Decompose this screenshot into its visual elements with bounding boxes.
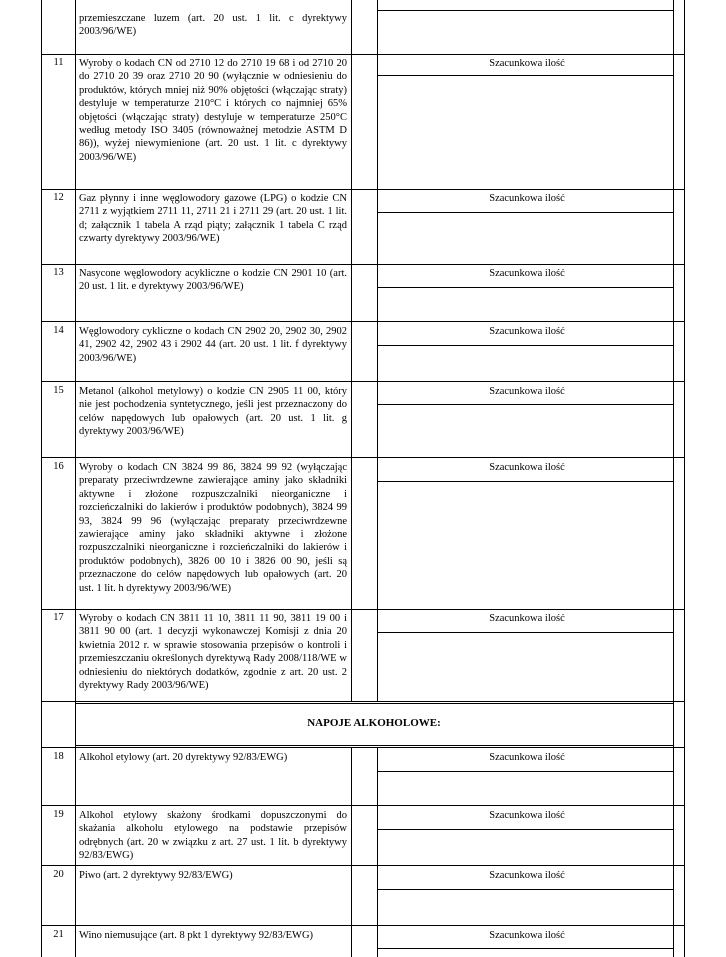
value-box-line [377,889,674,890]
desc-col-separator [351,0,352,701]
value-box-line [377,75,674,76]
item-description: Metanol (alkohol metylowy) o kodzie CN 2905 11 00, który nie jest pochodzenia syntetycznego, jeśli jest przeznaczony do celów napędowych lub opałowych (art. 20 ust. 1 lit. g dyrektywy 2003/96/WE) [79,386,347,438]
estimated-quantity-label: Szacunkowa ilość [489,930,565,941]
row-divider [41,457,685,458]
row-divider [41,189,685,190]
header-frame-top [75,703,674,704]
estimated-quantity-label: Szacunkowa ilość [489,326,565,337]
section-header: NAPOJE ALKOHOLOWE: [307,717,441,729]
estimated-quantity-label: Szacunkowa ilość [489,462,565,473]
row-divider [41,925,685,926]
row-divider [41,747,685,748]
item-description: Nasycone węglowodory acykliczne o kodzie CN 2901 10 (art. 20 ust. 1 lit. e dyrektywy 2003/96/WE) [79,268,347,293]
num-col-separator [75,0,76,957]
estimated-quantity-label: Szacunkowa ilość [489,268,565,279]
value-box-line [377,345,674,346]
item-number: 12 [53,192,64,203]
item-description: przemieszczane luzem (art. 20 ust. 1 lit. c dyrektywy 2003/96/WE) [79,13,347,38]
item-number: 15 [53,385,64,396]
value-box-line [377,771,674,772]
header-frame-bottom [75,745,674,746]
item-description: Wyroby o kodach CN 3824 99 86, 3824 99 92 (wyłączając preparaty przeciwrdzewne zawierające aminy jako składniki aktywne i złożone rozpuszczalniki nieorganiczne i rozcieńczalniki do lakierów i produktów podobnych), 3824 99 93, 3824 99 96 (wyłączając preparaty przeciwrdzewne zawierające aminy jako składniki aktywne i złożone rozpuszczalniki nieorganiczne i rozcieńczalniki do lakierów i produktów podobnych), 3826 00 10 i 3826 00 90, jeśli są przeznaczone do celów napędowych lub opałowych (art. 20 ust. 1 lit. h dyrektywy 2003/96/WE) [79,462,347,594]
value-col-right [673,0,674,701]
value-box-line [377,404,674,405]
value-box-line [377,948,674,949]
estimated-quantity-label: Szacunkowa ilość [489,193,565,204]
estimated-quantity-label: Szacunkowa ilość [489,58,565,69]
item-number: 17 [53,612,64,623]
item-description: Wino niemusujące (art. 8 pkt 1 dyrektywy 92/83/EWG) [79,930,314,941]
item-description: Wyroby o kodach CN 3811 11 10, 3811 11 90, 3811 19 00 i 3811 90 00 (art. 1 decyzji wykonawczej Komisji z dnia 20 kwietnia 2012 r. w sprawie stosowania przepisów o kontroli i przemieszczaniu określonych dyrektywą Rady 2008/118/WE w odniesieniu do niektórych dodatków, zgodnie z art. 20 ust. 2 dyrektywy Rady 2003/96/WE) [79,613,347,692]
value-box-line [377,829,674,830]
value-box-line [377,481,674,482]
estimated-quantity-label: Szacunkowa ilość [489,752,565,763]
row-divider [41,805,685,806]
item-number: 13 [53,267,64,278]
value-box-line [377,10,674,11]
value-box-line [377,212,674,213]
item-description: Alkohol etylowy skażony środkami dopuszczonymi do skażania alkoholu etylowego na podstawie przepisów odrębnych (art. 20 w związku z art. 27 ust. 1 lit. b dyrektywy 92/83/EWG) [79,810,347,862]
row-divider [41,321,685,322]
row-divider [41,865,685,866]
table-border-right [684,0,685,957]
item-description: Piwo (art. 2 dyrektywy 92/83/EWG) [79,870,233,881]
value-box-line [377,632,674,633]
row-divider [41,381,685,382]
row-divider [41,701,685,702]
item-number: 20 [53,869,64,880]
item-description: Wyroby o kodach CN od 2710 12 do 2710 19 68 i od 2710 20 do 2710 20 39 oraz 2710 20 90 (wyłącznie w odniesieniu do produktów, których mniej niż 90% objętości (włączając straty) destyluje w temperaturze 210°C i których co najmniej 65% objętości (włączając straty) destyluje w temperaturze 250°C według metody ISO 3405 (równoważnej metodzie ASTM D 86)), wyżej niewymienione (art. 20 ust. 1 lit. c dyrektywy 2003/96/WE) [79,58,347,163]
estimated-quantity-label: Szacunkowa ilość [489,386,565,397]
item-number: 19 [53,809,64,820]
value-box-line [377,287,674,288]
item-description: Alkohol etylowy (art. 20 dyrektywy 92/83/EWG) [79,752,288,763]
row-divider [41,264,685,265]
item-number: 11 [53,57,64,68]
estimated-quantity-label: Szacunkowa ilość [489,870,565,881]
value-col-left [377,0,378,701]
item-number: 21 [53,929,64,940]
item-description: Gaz płynny i inne węglowodory gazowe (LPG) o kodzie CN 2711 z wyjątkiem 2711 11, 2711 21 i 2711 29 (art. 20 ust. 1 lit. d; załącznik 1 tabela A rząd piąty; załącznik 1 tabela C rząd czwarty dyrektywy 2003/96/WE) [79,193,347,245]
estimated-quantity-label: Szacunkowa ilość [489,810,565,821]
item-number: 14 [53,325,64,336]
item-number: 16 [53,461,64,472]
estimated-quantity-label: Szacunkowa ilość [489,613,565,624]
item-description: Węglowodory cykliczne o kodach CN 2902 20, 2902 30, 2902 41, 2902 42, 2902 43 i 2902 44 (art. 20 ust. 1 lit. f dyrektywy 2003/96/WE) [79,326,347,364]
row-divider [41,609,685,610]
row-divider [41,54,685,55]
item-number: 18 [53,751,64,762]
header-frame-right [673,701,674,747]
